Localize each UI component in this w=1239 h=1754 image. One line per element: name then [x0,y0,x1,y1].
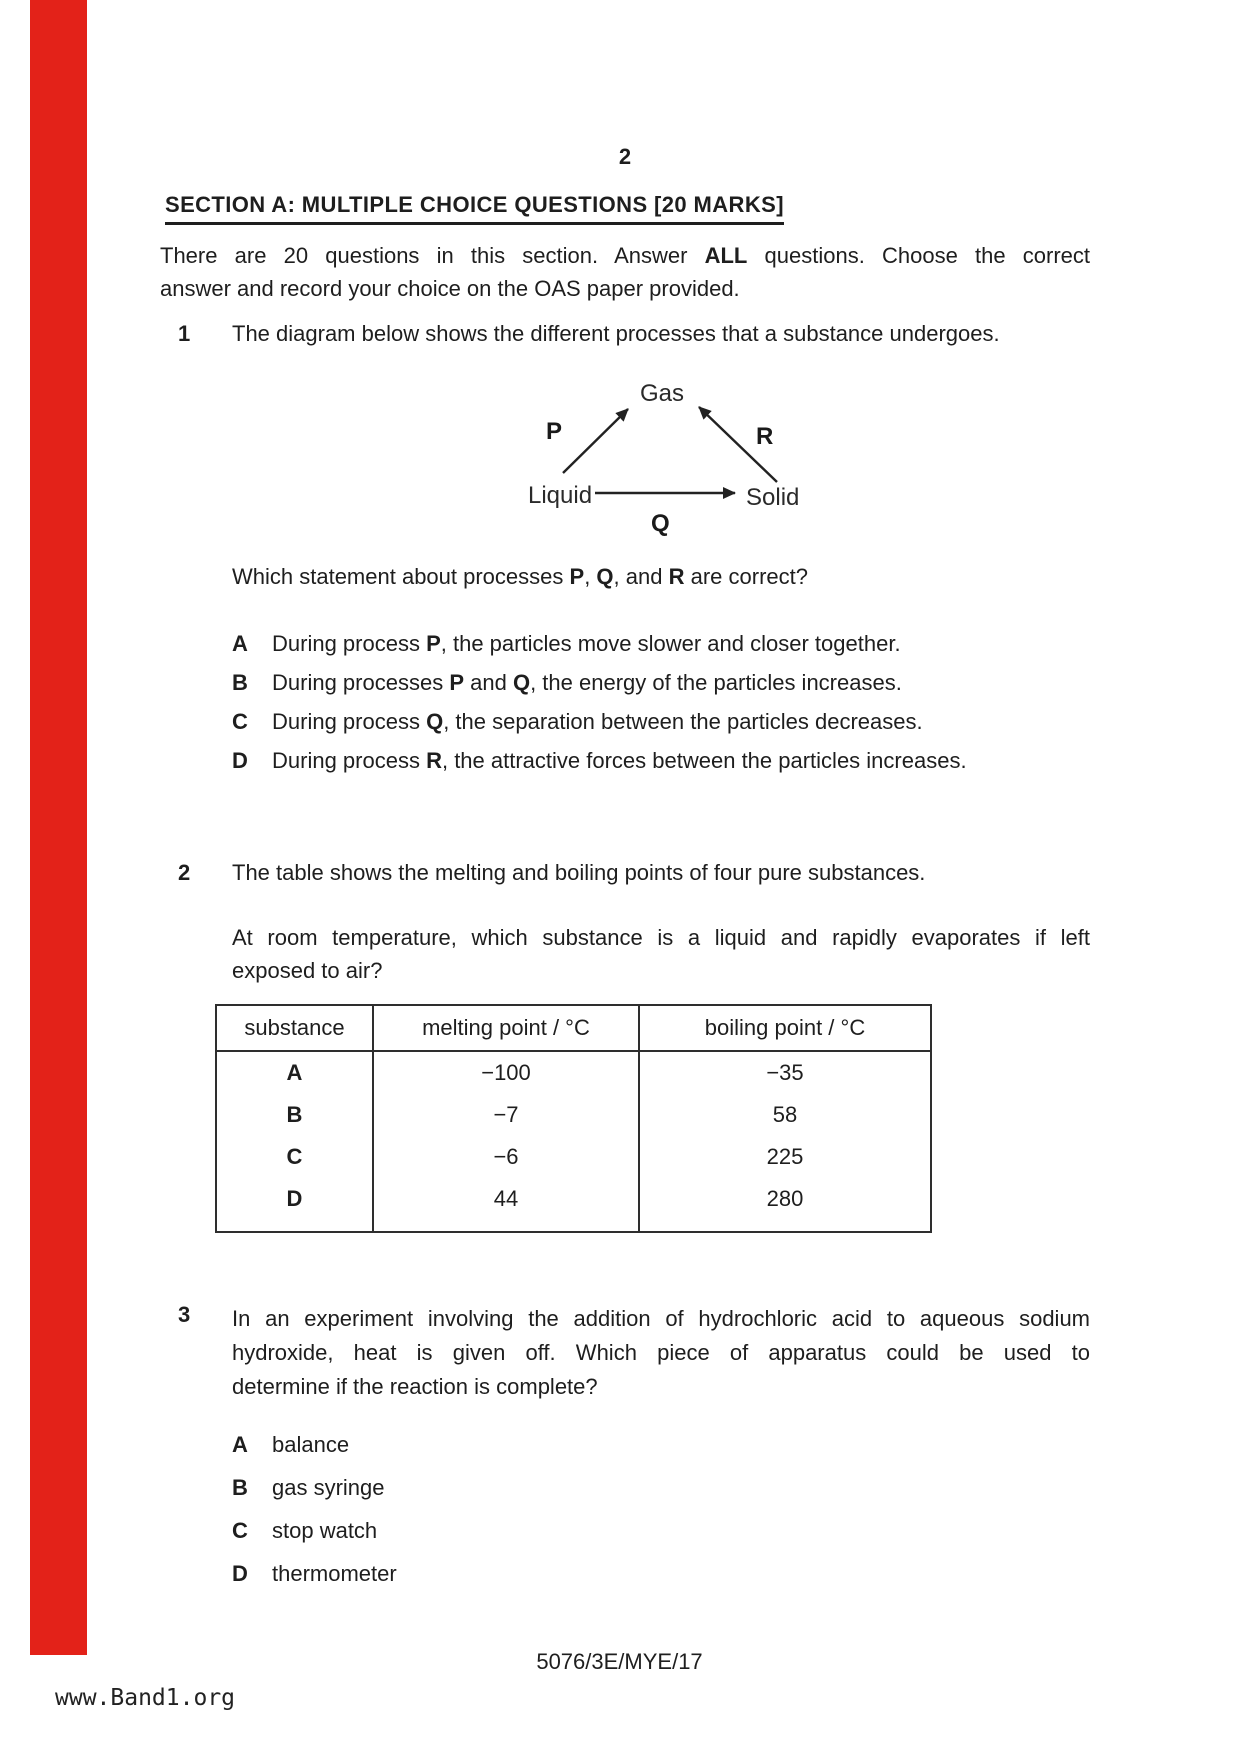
paper-code: 5076/3E/MYE/17 [536,1649,703,1674]
q3-stem-line-2: hydroxide, heat is given off. Which piece of apparatus could be used to [232,1340,1090,1365]
cell-melting: −7 [373,1094,639,1136]
diagram-process-r: R [756,423,774,450]
q1-stem: The diagram below shows the different processes that a substance undergoes. [232,321,1000,346]
q3-option-a [232,1430,832,1460]
cell-substance: C [216,1136,373,1178]
q3-stem [232,1302,1090,1404]
q1-state-diagram [520,378,810,540]
col-header-melting-point: melting point / °C [373,1005,639,1051]
diagram-process-p: P [546,418,563,445]
cell-boiling: 280 [766,1186,804,1211]
q1-number: 1 [178,321,191,346]
q3-option-d [232,1559,832,1589]
table-header-row [216,1005,931,1051]
diagram-node-liquid: Liquid [528,482,593,509]
q1-options [232,629,1112,785]
section-intro [160,239,1090,305]
q2-question-line-1: At room temperature, which substance is a liquid and rapidly evaporates if left [232,925,1090,950]
q1-option-b [232,668,1112,698]
cell-boiling: 225 [766,1144,804,1169]
q3-stem-line-3: determine if the reaction is complete? [232,1374,598,1399]
red-margin-stripe [30,0,87,1655]
table-row [216,1136,931,1178]
cell-substance: B [216,1094,373,1136]
cell-boiling: 58 [772,1102,798,1127]
option-text: stop watch [272,1518,378,1543]
q1-option-c [232,707,1112,737]
table-row [216,1094,931,1136]
q3-options [232,1430,832,1602]
option-text: gas syringe [272,1475,385,1500]
q2-stem: The table shows the melting and boiling points of four pure substances. [232,860,926,885]
q1-option-d [232,746,1112,776]
cell-boiling: −35 [766,1060,804,1085]
option-text: During process P, the particles move slower and closer together. [272,631,901,656]
q2-question-line-2: exposed to air? [232,958,383,983]
cell-substance: D [216,1178,373,1232]
table-row [216,1178,931,1232]
q1-option-a [232,629,1112,659]
diagram-process-q: Q [651,510,670,537]
option-text: thermometer [272,1561,397,1586]
cell-melting: −6 [373,1136,639,1178]
section-heading: SECTION A: MULTIPLE CHOICE QUESTIONS [20 MARKS] [165,192,784,225]
col-header-substance: substance [216,1005,373,1051]
option-letter: C [232,1518,248,1543]
page-number: 2 [618,144,632,169]
q2-number: 2 [178,860,191,885]
q2-question [232,921,1090,987]
q3-option-b [232,1473,832,1503]
diagram-node-gas: Gas [640,380,685,407]
cell-substance: A [216,1051,373,1094]
option-text: During process R, the attractive forces between the particles increases. [272,748,967,773]
melting-boiling-table [215,1004,932,1233]
cell-melting: −100 [373,1051,639,1094]
option-letter: A [232,1432,248,1457]
option-letter: D [232,748,248,773]
option-letter: D [232,1561,248,1586]
option-letter: B [232,670,248,695]
q3-number: 3 [178,1302,191,1327]
q1-question: Which statement about processes P, Q, and R are correct? [232,564,808,589]
cell-melting: 44 [373,1178,639,1232]
col-header-boiling-point: boiling point / °C [639,1005,931,1051]
option-text: During process Q, the separation between the particles decreases. [272,709,923,734]
site-watermark: www.Band1.org [55,1685,236,1711]
q3-option-c [232,1516,832,1546]
diagram-node-solid: Solid [746,484,800,511]
intro-line-2: answer and record your choice on the OAS paper provided. [160,276,740,301]
arrow-liquid-to-gas [563,409,628,473]
option-text: During processes P and Q, the energy of the particles increases. [272,670,902,695]
q3-stem-line-1: In an experiment involving the addition of hydrochloric acid to aqueous sodium [232,1306,1090,1331]
option-text: balance [272,1432,350,1457]
option-letter: B [232,1475,248,1500]
table-row [216,1051,931,1094]
option-letter: A [232,631,248,656]
option-letter: C [232,709,248,734]
intro-line-1: There are 20 questions in this section. Answer ALL questions. Choose the correct [160,243,1090,268]
